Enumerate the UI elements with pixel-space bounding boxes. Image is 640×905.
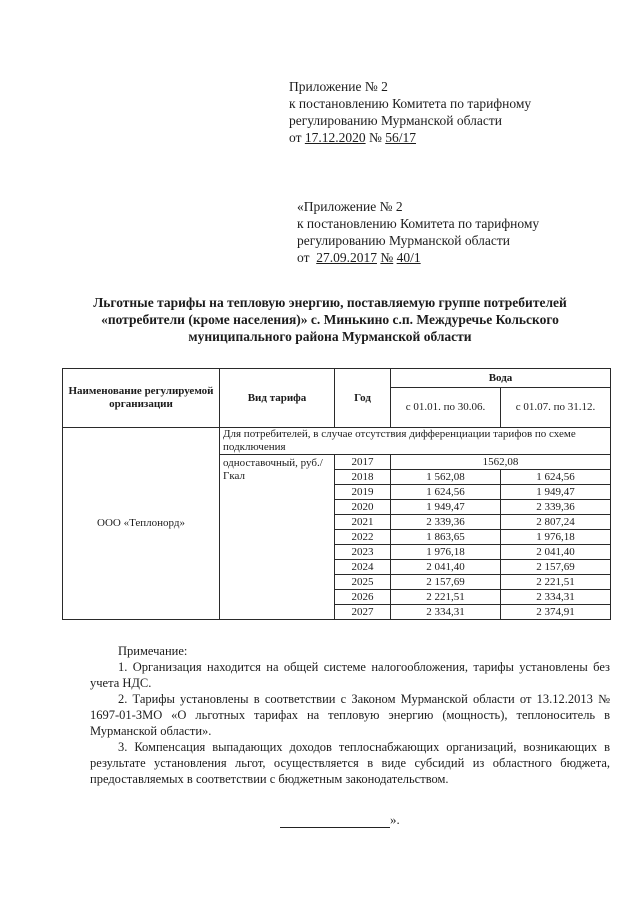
notes-section <box>90 643 610 787</box>
tariff-value-h1: 1 976,18 <box>391 545 501 560</box>
tariff-value-h1: 2 041,40 <box>391 560 501 575</box>
notes-heading: Примечание: <box>118 644 188 658</box>
header-tariff-type: Вид тарифа <box>220 369 335 428</box>
year-cell: 2024 <box>335 560 391 575</box>
tariff-value-h1: 2 157,69 <box>391 575 501 590</box>
year-cell: 2019 <box>335 485 391 500</box>
appendix-line: «Приложение № 2 <box>297 199 403 214</box>
year-cell: 2023 <box>335 545 391 560</box>
year-cell: 2021 <box>335 515 391 530</box>
year-cell: 2018 <box>335 470 391 485</box>
appendix-date-line <box>297 249 539 266</box>
date-prefix: от <box>297 250 310 265</box>
header-year: Год <box>335 369 391 428</box>
tariff-value-h1: 2 221,51 <box>391 590 501 605</box>
tariff-value-h2: 2 041,40 <box>501 545 611 560</box>
header-organization: Наименование регулируемой организации <box>63 369 220 428</box>
header-period-2: с 01.07. по 31.12. <box>501 388 611 428</box>
appendix-line: Приложение № 2 <box>289 79 388 94</box>
number-prefix: № <box>380 250 394 265</box>
title-line: Льготные тарифы на тепловую энергию, поставляемую группе потребителей <box>93 295 567 310</box>
header-period-1: с 01.01. по 30.06. <box>391 388 501 428</box>
year-cell: 2022 <box>335 530 391 545</box>
year-cell: 2020 <box>335 500 391 515</box>
year-cell: 2025 <box>335 575 391 590</box>
appendix-line: регулированию Мурманской области <box>289 113 502 128</box>
year-cell: 2026 <box>335 590 391 605</box>
tariff-value-h1: 1 863,65 <box>391 530 501 545</box>
appendix-header-quoted <box>297 198 539 266</box>
document-title <box>50 294 610 345</box>
tariff-kind: одноставочный, руб./Гкал <box>220 455 335 620</box>
organization-name: ООО «Теплонорд» <box>63 428 220 620</box>
tariff-value-h1: 2 339,36 <box>391 515 501 530</box>
tariff-value-h1: 2 334,31 <box>391 605 501 620</box>
resolution-date: 27.09.2017 <box>316 250 377 265</box>
title-line: муниципального района Мурманской области <box>188 329 472 344</box>
appendix-date-line <box>289 129 531 146</box>
tariff-value-h2: 1 949,47 <box>501 485 611 500</box>
closing-line <box>280 812 400 828</box>
resolution-number: 40/1 <box>396 250 421 265</box>
tariff-value-h2: 2 374,91 <box>501 605 611 620</box>
tariff-table <box>62 368 611 620</box>
consumer-category: Для потребителей, в случае отсутствия дифференциации тарифов по схеме подключения <box>220 428 611 455</box>
date-prefix: от <box>289 130 302 145</box>
note-item: 3. Компенсация выпадающих доходов теплоснабжающих организаций, возникающих в результате установления льгот, осуществляется в виде субсидий из областного бюджета, предоставляемых в соответствии с бюджетным законодательством. <box>90 740 610 786</box>
signature-underline <box>280 815 390 828</box>
header-water: Вода <box>391 369 611 388</box>
tariff-value-h1: 1 949,47 <box>391 500 501 515</box>
title-line: «потребители (кроме населения)» с. Минькино с.п. Междуречье Кольского <box>101 312 559 327</box>
appendix-line: регулированию Мурманской области <box>297 233 510 248</box>
resolution-date: 17.12.2020 <box>304 130 366 145</box>
tariff-value-h2: 1 624,56 <box>501 470 611 485</box>
tariff-value-h2: 2 339,36 <box>501 500 611 515</box>
number-prefix: № <box>368 130 382 145</box>
tariff-value-h2: 2 807,24 <box>501 515 611 530</box>
resolution-number: 56/17 <box>385 130 417 145</box>
tariff-value-h1: 1 624,56 <box>391 485 501 500</box>
appendix-header-top <box>289 78 531 146</box>
note-item: 1. Организация находится на общей системе налогообложения, тарифы установлены без учета НДС. <box>90 660 610 690</box>
tariff-value-h2: 2 157,69 <box>501 560 611 575</box>
year-cell: 2017 <box>335 455 391 470</box>
year-cell: 2027 <box>335 605 391 620</box>
tariff-value-merged: 1562,08 <box>391 455 611 470</box>
tariff-value-h1: 1 562,08 <box>391 470 501 485</box>
closing-quote: ». <box>390 812 400 827</box>
appendix-line: к постановлению Комитета по тарифному <box>289 96 532 111</box>
note-item: 2. Тарифы установлены в соответствии с Законом Мурманской области от 13.12.2013 № 1697-01-ЗМО «О льготных тарифах на тепловую энергию (мощность), теплоноситель в Мурманской области». <box>90 692 610 738</box>
tariff-value-h2: 2 221,51 <box>501 575 611 590</box>
tariff-value-h2: 1 976,18 <box>501 530 611 545</box>
tariff-value-h2: 2 334,31 <box>501 590 611 605</box>
appendix-line: к постановлению Комитета по тарифному <box>297 216 540 231</box>
